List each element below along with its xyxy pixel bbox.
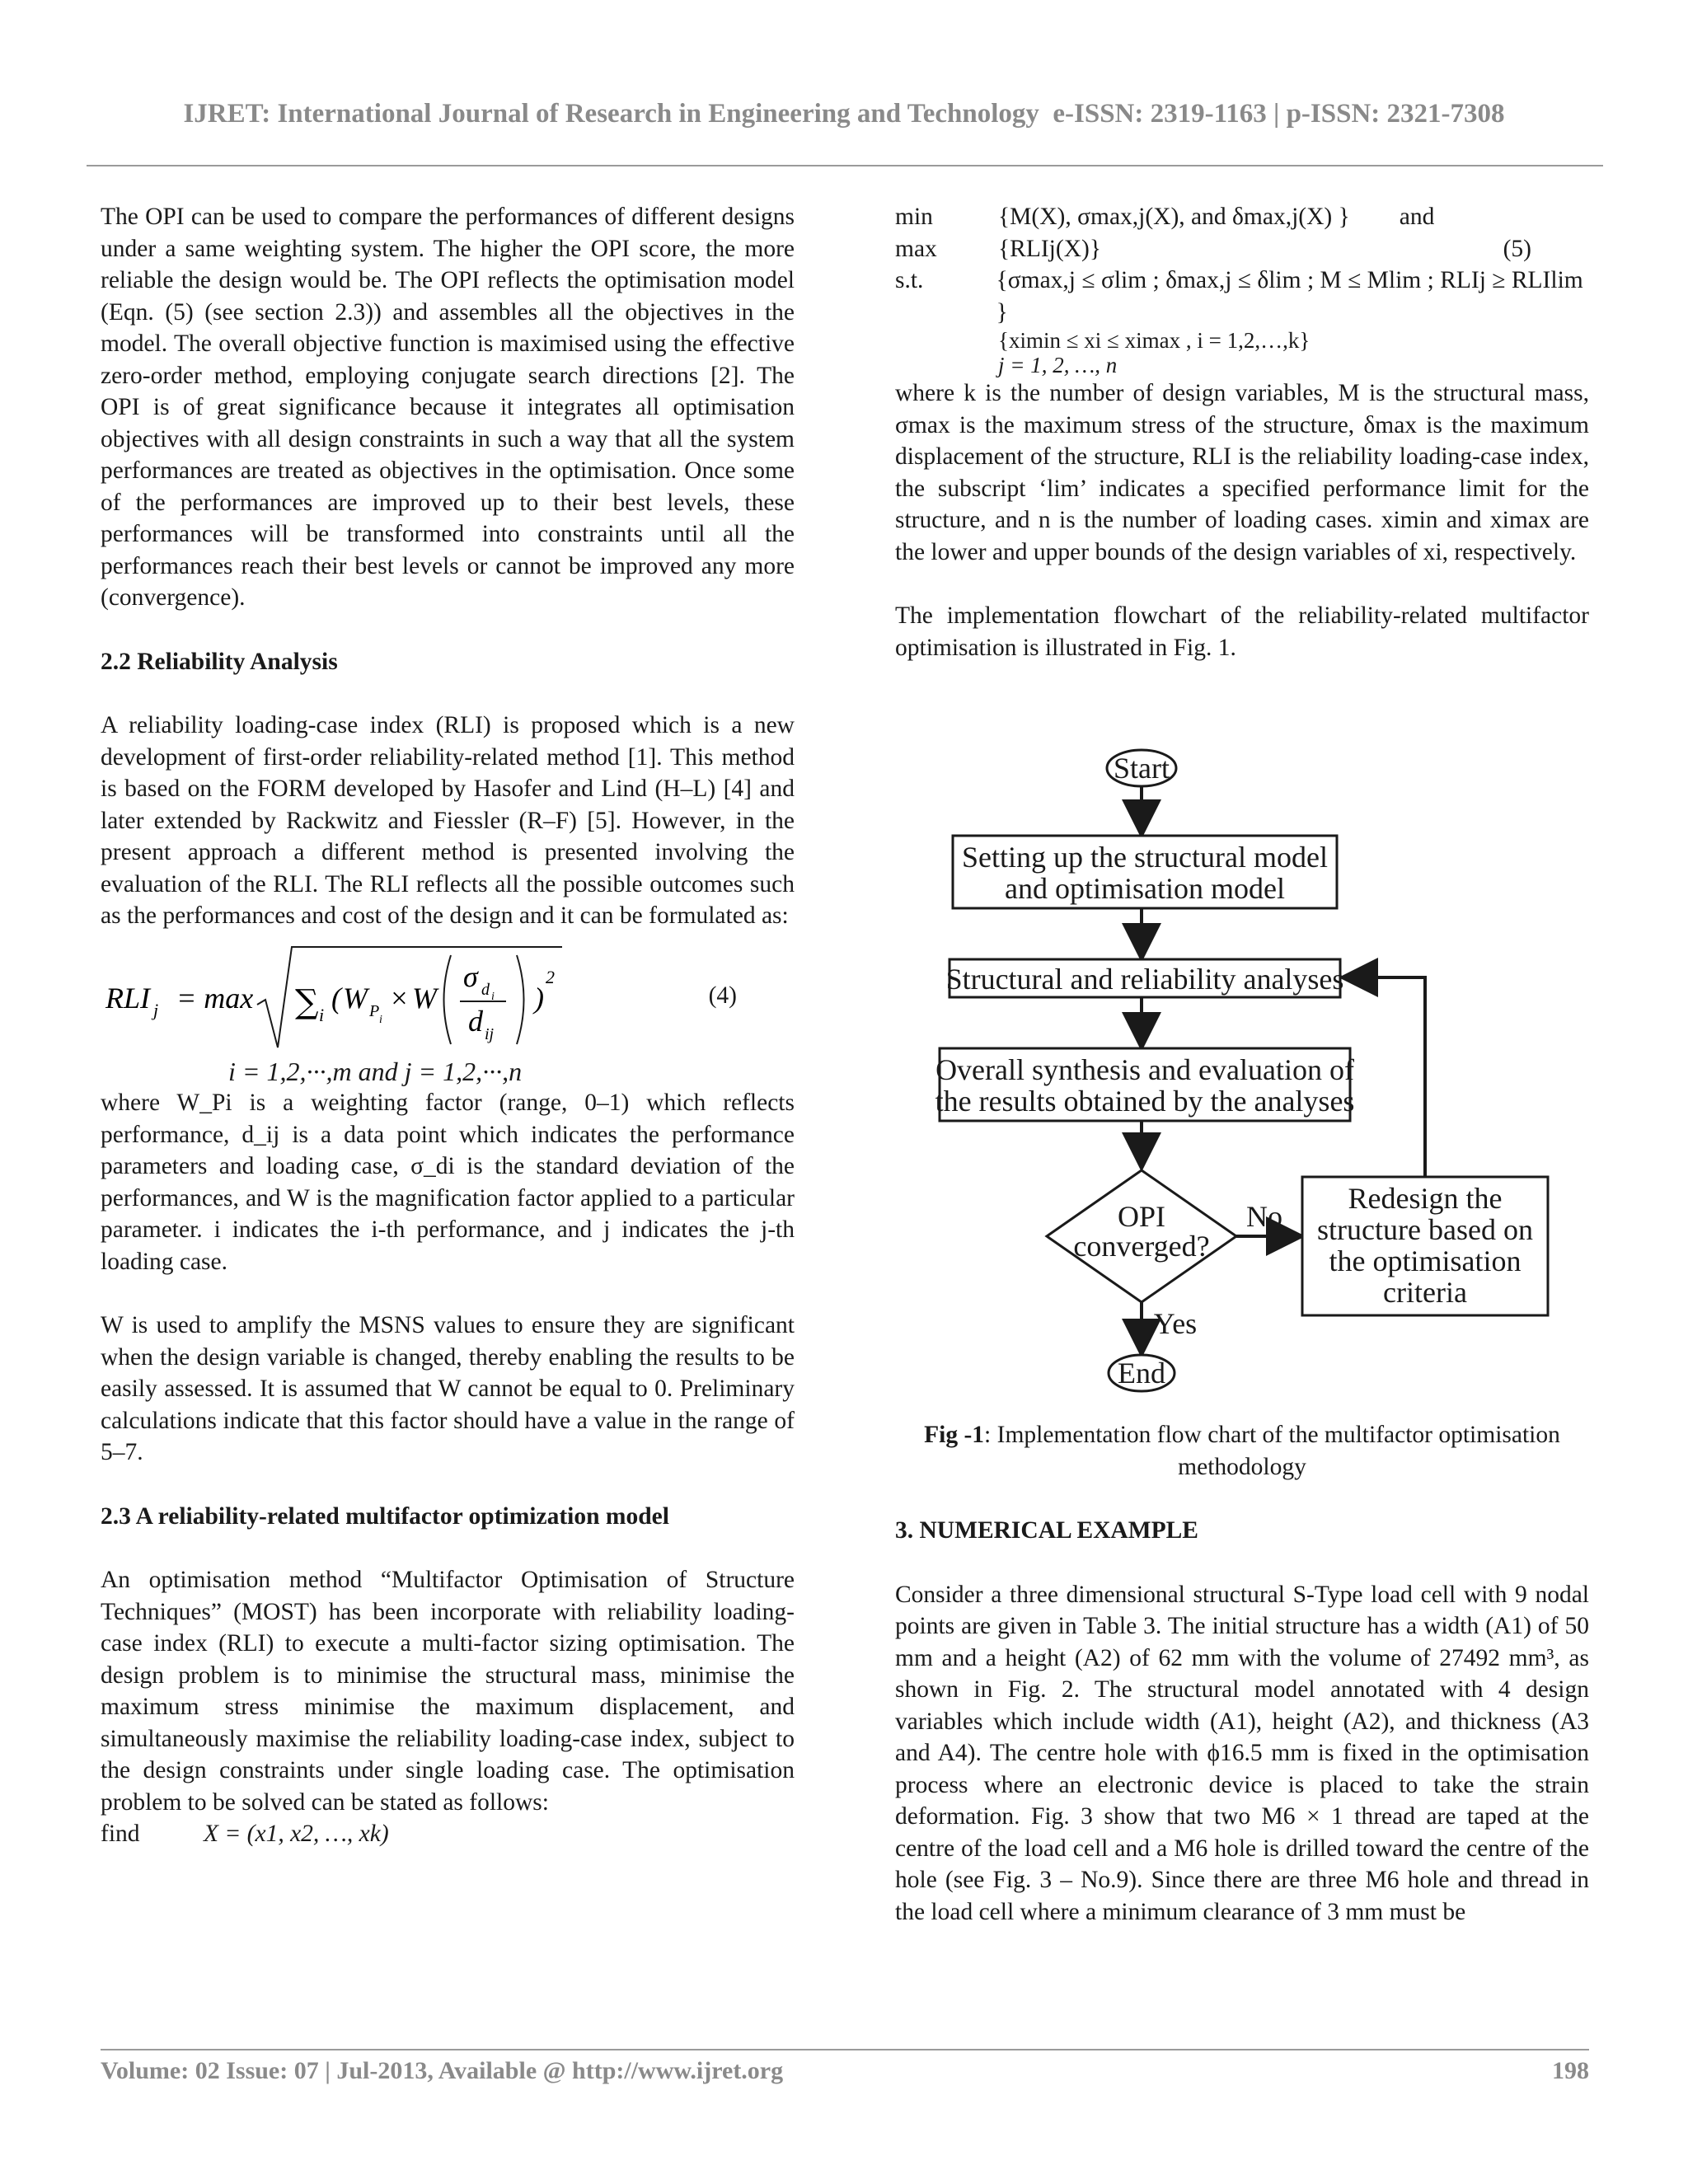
synthesis-line1: Overall synthesis and evaluation of [935, 1053, 1354, 1086]
paragraph-numerical-example: Consider a three dimensional structural S-Type load cell with 9 nodal points are given in Table 3. The initial structure has a width (A1) of 50 mm and a height (A2) of 62 mm with the volume of 27492 mm³, as shown in Fig. 2. The structural model annotated with 4 design variables which include width (A1), height (A2), and thickness (A3 and A4). The centre hole with ϕ16.5 mm is fixed in the optimisation process where an electronic device is placed to take the strain deformation. Fig. 3 show that two M6 × 1 thread are taped at the centre of the load cell and a M6 hole is drilled toward the centre of the hole (see Fig. 3 – No.9). Since there are three M6 hole and thread in the load cell where a minimum clearance of 3 mm must be [895, 1581, 1589, 1925]
redesign-line4: criteria [1383, 1276, 1467, 1309]
journal-issn: e-ISSN: 2319-1163 | p-ISSN: 2321-7308 [1053, 99, 1505, 129]
equation-4-indices: i = 1,2,···,m and j = 1,2,···,n [228, 1056, 523, 1086]
no-label: No [1246, 1200, 1282, 1233]
svg-text:W: W [343, 981, 368, 1015]
paragraph-opi: The OPI can be used to compare the performances of different designs under a same weighting system. The higher the OPI score, the more reliable the design would be. The OPI reflects the optimisation model (Eqn. (5) (see section 2.3)) and assembles all the objectives in the model. The overall objective function is maximised using the effective zero-order method, employing conjugate search directions [2]. The OPI is of great significance because it integrates all optimisation objectives with all design constraints in such a way that all the system performances are treated as objectives in the optimisation. Once some of the performances are improved up to their best levels, these performances will be transformed into constraints until all the performances reach their best levels or cannot be improved any more (convergence). [101, 204, 795, 611]
paragraph-most: An optimisation method “Multifactor Optimisation of Structure Techniques” (MOST) has been incorporate with reliability loading-case index (RLI) to execute a multi-factor sizing optimisation. The design problem is to minimise the structural mass, minimise the maximum stress minimise the maximum displacement, and simultaneously maximise the reliability loading-case index, subject to the design constraints under single loading case. The optimisation problem to be solved can be stated as follows: [101, 1567, 795, 1816]
svg-text:i: i [319, 1004, 325, 1025]
redesign-line1: Redesign the [1348, 1182, 1503, 1215]
svg-text:W: W [412, 981, 437, 1015]
footer-volume: Volume: 02 Issue: 07 | Jul-2013, Available @ http://www.ijret.org [101, 2057, 784, 2084]
equation-4-number: (4) [708, 982, 737, 1009]
decision-line1: OPI [1117, 1200, 1166, 1233]
journal-header [0, 99, 1688, 129]
svg-text:i: i [379, 1013, 382, 1026]
svg-text:P: P [369, 1001, 380, 1020]
right-column-lower [895, 1419, 1589, 1928]
constraint-statement: s.t. {σmax,j ≤ σlim ; δmax,j ≤ δlim ; M ≤ Mlim ; RLIj ≥ RLIlim } [895, 267, 1583, 326]
end-label: End [1118, 1357, 1165, 1390]
paragraph-variables: where k is the number of design variables, M is the structural mass, σmax is the maximum stress of the structure, δmax is the maximum displacement of the structure, RLI is the reliability loading-case index, the subscript ‘lim’ indicates a specified performance limit for the structure, and n is the number of loading cases. ximin and ximax are the lower and upper bounds of the design variables of xi, respectively. [895, 380, 1589, 565]
svg-text:(: ( [331, 981, 341, 1015]
setup-model-line2: and optimisation model [1005, 872, 1285, 905]
decision-line2: converged? [1073, 1230, 1210, 1263]
svg-text:×: × [389, 981, 410, 1015]
bounds-statement: {ximin ≤ xi ≤ ximax , i = 1,2,…,k} j = 1, 2, …, n [998, 328, 1311, 377]
yes-label: Yes [1153, 1307, 1198, 1340]
paragraph-magnification: W is used to amplify the MSNS values to ensure they are significant when the design variable is changed, thereby enabling the results to be easily assessed. It is assumed that W cannot be equal to 0. Preliminary calculations indicate that this factor should have a value in the range of 5–7. [101, 1312, 795, 1465]
start-label: Start [1114, 752, 1170, 785]
svg-text:= max: = max [176, 981, 254, 1015]
header-rule [87, 165, 1603, 166]
min-statement: min {M(X), σmax,j(X), and δmax,j(X) } and [895, 204, 1435, 230]
journal-title: IJRET: International Journal of Research in Engineering and Technology [183, 99, 1039, 129]
max-statement: max {RLIj(X)} (5) [895, 235, 1531, 262]
setup-model-line1: Setting up the structural model [962, 841, 1328, 874]
left-column [101, 201, 795, 1850]
find-statement: find X = (x1, x2, …, xk) [101, 1821, 389, 1847]
page-footer [101, 2057, 1589, 2085]
footer-rule [101, 2049, 1589, 2050]
svg-text:i: i [491, 990, 495, 1003]
flowchart-diagram [895, 733, 1589, 1426]
svg-text:d: d [481, 980, 490, 999]
synthesis-line2: the results obtained by the analyses [935, 1085, 1355, 1118]
rli-formula [101, 932, 795, 1056]
paragraph-rli-intro: A reliability loading-case index (RLI) is proposed which is a new development of first-order reliability-related method [1]. This method is based on the FORM developed by Hasofer and Lind (H–L) [4] and later extended by Rackwitz and Fiessler (R–F) [5]. However, in the present approach a different method is presented involving the evaluation of the RLI. The RLI reflects all the possible outcomes such as the performances and cost of the design and it can be formulated as: [101, 712, 795, 929]
paragraph-rli-definitions: where W_Pi is a weighting factor (range, 0–1) which reflects performance, d_ij is a data point which indicates the performance parameters and loading case, σ_di is the standard deviation of the performances, and W is the magnification factor applied to a particular parameter. i indicates the i-th performance, and j indicates the j-th loading case. [101, 1090, 795, 1275]
svg-text:ij: ij [485, 1024, 495, 1043]
redesign-line2: structure based on [1317, 1213, 1533, 1246]
svg-text:2: 2 [546, 966, 555, 987]
feedback-arrow [1345, 977, 1425, 1177]
figure-caption: Fig -1: Implementation flow chart of the multifactor optimisation methodology [924, 1422, 1560, 1480]
svg-text:RLI: RLI [106, 981, 150, 1015]
svg-text:∑: ∑ [295, 982, 319, 1021]
paragraph-flowchart-intro: The implementation flowchart of the reliability-related multifactor optimisation is illustrated in Fig. 1. [895, 602, 1589, 661]
redesign-line3: the optimisation [1329, 1244, 1522, 1277]
page-number: 198 [1552, 2057, 1589, 2084]
svg-text:j: j [153, 999, 159, 1020]
section-3-heading: 3. NUMERICAL EXAMPLE [895, 1517, 1198, 1544]
analyses-label: Structural and reliability analyses [945, 963, 1344, 996]
section-2-3-heading: 2.3 A reliability-related multifactor optimization model [101, 1502, 669, 1530]
svg-text:): ) [534, 981, 544, 1015]
equation-4 [101, 932, 795, 1056]
svg-text:σ: σ [463, 959, 478, 993]
section-2-2-heading: 2.2 Reliability Analysis [101, 648, 338, 675]
svg-text:d: d [468, 1004, 483, 1038]
